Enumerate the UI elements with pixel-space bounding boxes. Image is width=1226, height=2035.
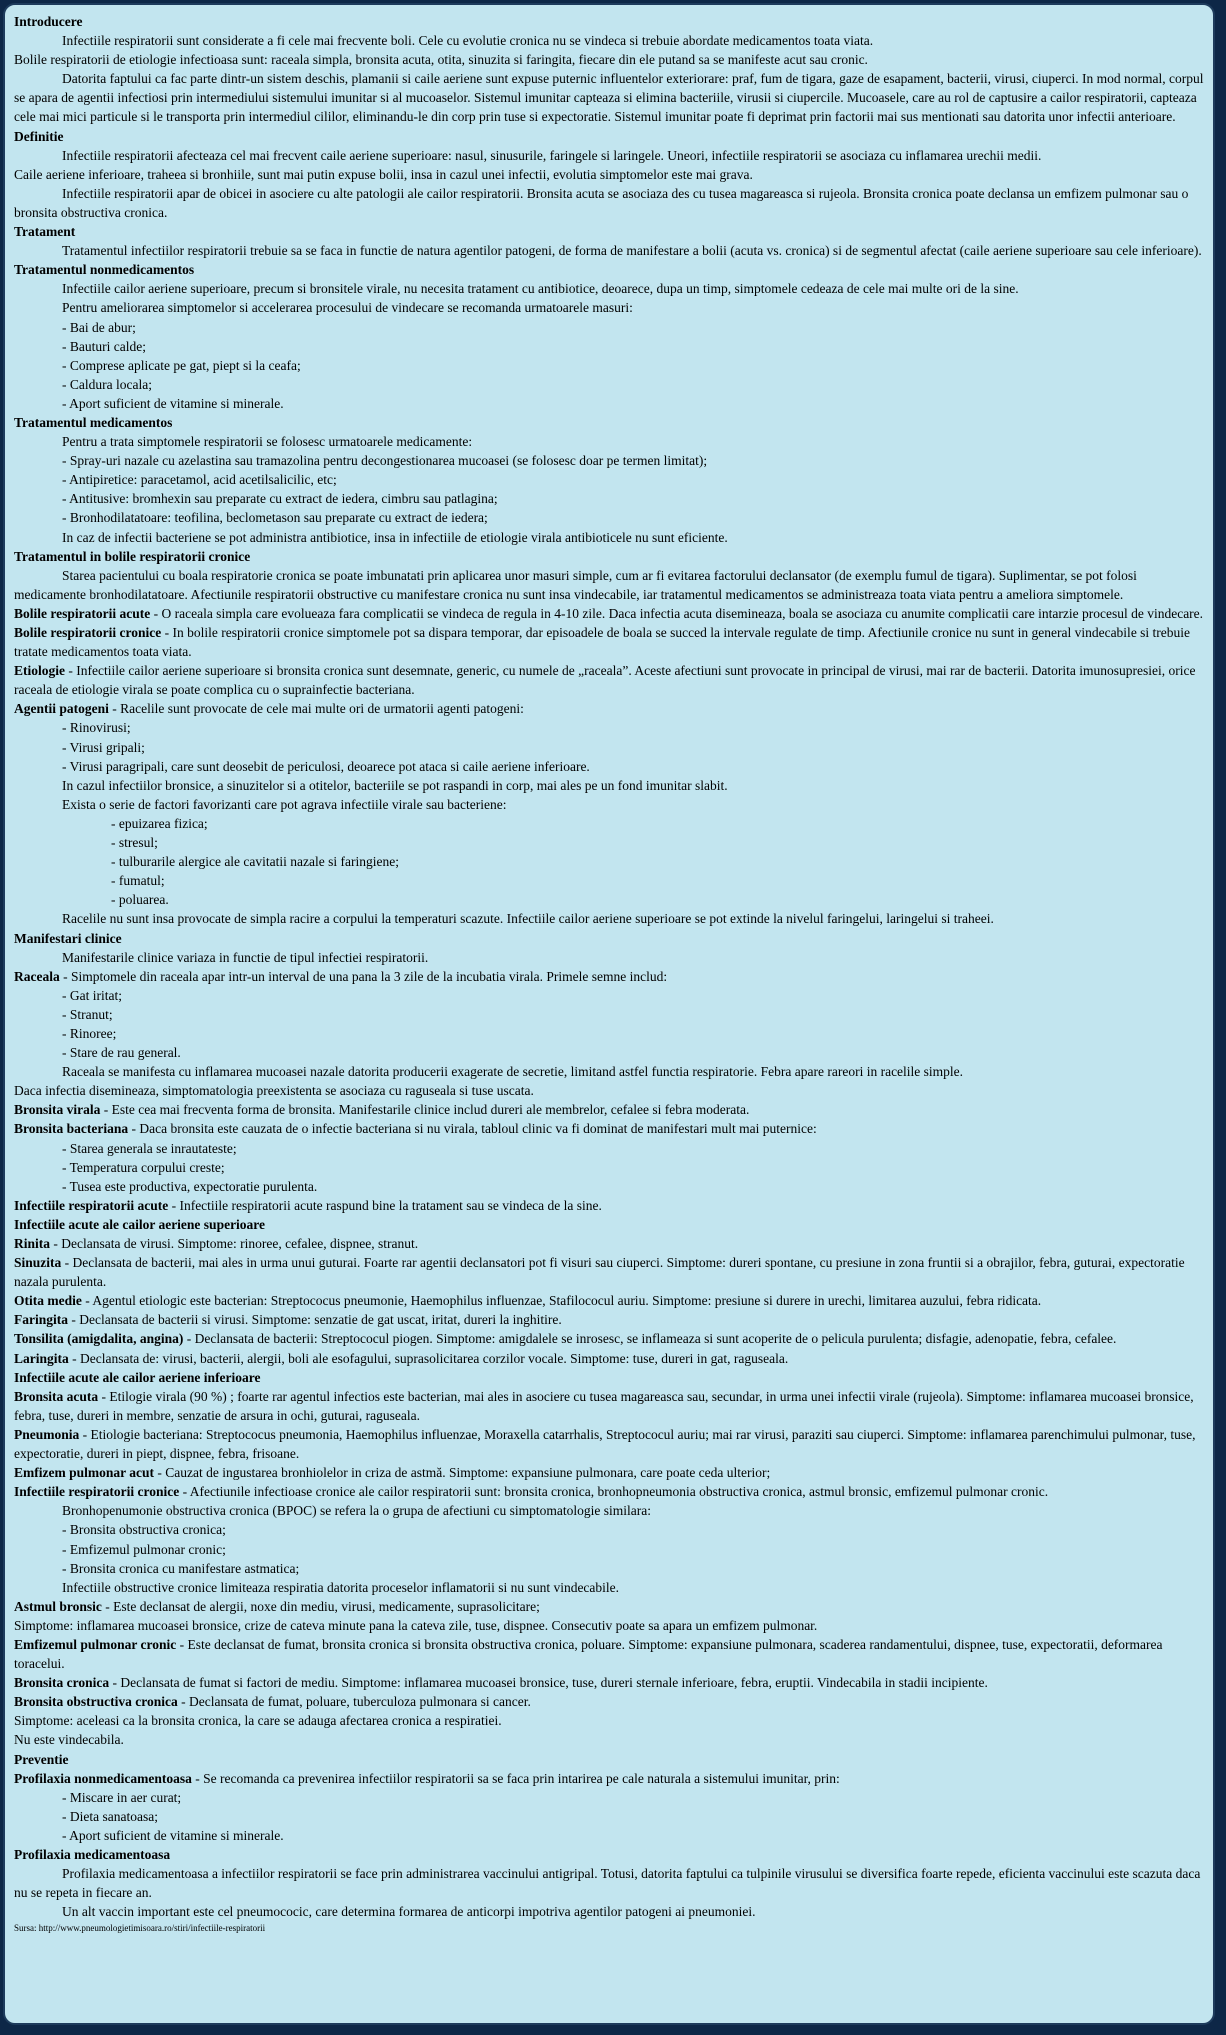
term: Definitie xyxy=(14,128,64,144)
text: Nu este vindecabila. xyxy=(14,1732,124,1748)
text: Tratamentul infectiilor respiratorii trebuie sa se faca in functie de natura agentilor patogeni, de forma de manifestare a bolii (acuta vs. cronica) si de segmentul afectat (caile aeriene superioare sau cele inferioare). xyxy=(62,243,1202,259)
list-item xyxy=(14,1807,1204,1826)
text: - Rinovirusi; xyxy=(62,720,131,736)
text: - Emfizemul pulmonar cronic; xyxy=(62,1541,226,1557)
text: Daca infectia disemineaza, simptomatologia preexistenta se asociaza cu raguseala si tuse uscata. xyxy=(14,1083,534,1099)
section-heading xyxy=(14,260,1204,279)
text: - Cauzat de ingustarea bronhiolelor in criza de astmă. Simptome: expansiune pulmonara, care poate ceda ulterior; xyxy=(154,1465,771,1481)
text: - Agentul etiologic este bacterian: Streptococus pneumonie, Haemophilus influenzae, Stafilococul auriu. Simptome: presiune si durere in urechi, limitarea auzului, febra ridicata. xyxy=(81,1293,1042,1309)
list-item xyxy=(14,795,1204,814)
term: Otita medie xyxy=(14,1293,82,1309)
text: - stresul; xyxy=(111,835,158,851)
paragraph xyxy=(14,1692,1204,1711)
list-item xyxy=(14,375,1204,394)
section-heading xyxy=(14,1215,1204,1234)
document-panel xyxy=(3,3,1215,2025)
paragraph xyxy=(14,184,1204,222)
term: Bolile respiratorii cronice xyxy=(14,625,162,640)
text: - Racelile sunt provocate de cele mai multe ori de urmatorii agenti patogeni: xyxy=(108,701,524,717)
section-heading xyxy=(14,222,1204,241)
paragraph xyxy=(14,623,1204,661)
paragraph xyxy=(14,699,1204,718)
paragraph xyxy=(14,604,1204,623)
section-heading xyxy=(14,929,1204,948)
paragraph xyxy=(14,1119,1204,1138)
text: - Dieta sanatoasa; xyxy=(62,1808,158,1824)
paragraph xyxy=(14,279,1204,298)
term: Bronsita cronica xyxy=(14,1675,110,1691)
term: Infectiile respiratorii cronice xyxy=(14,1484,180,1500)
text: Infectiile obstructive cronice limiteaza respiratia datorita proceselor inflamatorii si nu sunt vindecabile. xyxy=(62,1579,620,1595)
list-item xyxy=(14,356,1204,375)
list-item xyxy=(14,1788,1204,1807)
list-item xyxy=(14,1501,1204,1520)
list-item xyxy=(14,1540,1204,1559)
text: - Infectiile respiratorii acute raspund bine la tratament sau se vindeca de la sine. xyxy=(168,1197,602,1213)
text: - poluarea. xyxy=(111,892,169,908)
section-heading xyxy=(14,547,1204,566)
paragraph xyxy=(14,1253,1204,1291)
term: Sinuzita xyxy=(14,1255,62,1271)
paragraph xyxy=(14,50,1204,69)
paragraph xyxy=(14,967,1204,986)
text: - In bolile respiratorii cronice simptomele pot sa dispara temporar, dar episoadele de boala se succed la intervale regulate de timp. Afectiunile cronice nu sunt in general vindecabile si trebuie tratate medicamentos toata viata. xyxy=(14,625,1191,660)
text: - Bronsita cronica cu manifestare astmatica; xyxy=(62,1560,300,1576)
paragraph xyxy=(14,1673,1204,1692)
term: Profilaxia medicamentoasa xyxy=(14,1847,171,1862)
text: - Se recomanda ca prevenirea infectiilor respiratorii sa se faca prin intarirea pe cale naturala a sistemului imunitar, prin: xyxy=(191,1770,840,1786)
list-item xyxy=(14,1177,1204,1196)
text: - Bai de abur; xyxy=(62,319,136,335)
list-item xyxy=(14,1520,1204,1539)
paragraph xyxy=(14,241,1204,260)
text: - Daca bronsita este cauzata de o infectie bacteriana si nu virala, tabloul clinic va fi dominat de manifestari mult mai puternice: xyxy=(128,1121,817,1137)
text: - Este declansat de fumat, bronsita cronica si bronsita obstructiva cronica, poluare. Simptome: expansiune pulmonara, scaderea randamentului, dispnee, tuse, expectoratii, deformarea toracelui. xyxy=(14,1636,1163,1672)
paragraph xyxy=(14,69,1204,126)
list-item xyxy=(14,986,1204,1005)
text: - Declansata de fumat, poluare, tuberculoza pulmonara si cancer. xyxy=(177,1694,531,1710)
text: - Este cea mai frecventa forma de bronsita. Manifestarile clinice includ dureri ale membrelor, cefalee si febra moderata. xyxy=(100,1102,750,1118)
source-line: Sursa: http://www.pneumologietimisoara.ro/stiri/infectiile-respiratorii xyxy=(14,1923,266,1934)
paragraph xyxy=(14,432,1204,451)
text: - Virusi paragripali, care sunt deosebit de periculosi, deoarece pot ataca si caile aeriene inferioare. xyxy=(62,758,590,774)
term: Pneumonia xyxy=(14,1426,80,1442)
text: - Declansata de bacterii: Streptococul piogen. Simptome: amigdalele se inrosesc, se inflameaza si sunt acoperite de o pelicula purulenta; disfagie, adenopatie, febra, cefalee. xyxy=(183,1331,1117,1347)
text: Pentru ameliorarea simptomelor si accelerarea procesului de vindecare se recomanda urmatoarele masuri: xyxy=(62,300,633,316)
paragraph xyxy=(14,1635,1204,1673)
text: - epuizarea fizica; xyxy=(111,815,208,831)
paragraph xyxy=(14,661,1204,699)
term: Tratament xyxy=(14,224,76,240)
list-item xyxy=(14,738,1204,757)
list-item xyxy=(14,1024,1204,1043)
list-item xyxy=(14,318,1204,337)
paragraph xyxy=(14,31,1204,50)
paragraph xyxy=(14,1769,1204,1788)
list-item xyxy=(14,337,1204,356)
paragraph xyxy=(14,1329,1204,1348)
term: Emfizemul pulmonar cronic xyxy=(14,1636,177,1652)
section-heading xyxy=(14,1368,1204,1387)
text: Raceala se manifesta cu inflamarea mucoasei nazale datorita producerii exagerate de secretie, limitand astfel functia respiratorie. Febra apare rareori in racelile simple. xyxy=(62,1064,964,1080)
term: Bronsita acuta xyxy=(14,1388,99,1404)
paragraph xyxy=(14,1291,1204,1310)
term: Astmul bronsic xyxy=(14,1598,102,1614)
term: Agentii patogeni xyxy=(14,701,109,717)
term: Preventie xyxy=(14,1751,69,1767)
text: - Declansata de bacterii si virusi. Simptome: senzatie de gat uscat, iritat, dureri la inghitire. xyxy=(68,1312,562,1328)
paragraph xyxy=(14,1349,1204,1368)
paragraph xyxy=(14,1100,1204,1119)
text: Infectiile respiratorii apar de obicei in asociere cu alte patologii ale cailor respiratorii. Bronsita acuta se asociaza des cu tusea magareasca si rujeola. Bronsita cronica poate declansa un emfizem pulmonar sau o bronsita obstructiva cronica. xyxy=(14,185,1189,220)
text: Infectiile cailor aeriene superioare, precum si bronsitele virale, nu necesita tratament cu antibiotice, deoarece, dupa un timp, simptomele cedeaza de cele mai multe ori de la sine. xyxy=(62,281,1019,297)
paragraph xyxy=(14,1310,1204,1329)
text: - Miscare in aer curat; xyxy=(62,1789,182,1805)
list-item xyxy=(14,1139,1204,1158)
term: Emfizem pulmonar acut xyxy=(14,1465,154,1481)
list-item xyxy=(14,451,1204,470)
list-item xyxy=(14,1578,1204,1597)
list-item xyxy=(14,528,1204,547)
paragraph xyxy=(14,1234,1204,1253)
text: - Caldura locala; xyxy=(62,376,152,392)
text: - Starea generala se inrautateste; xyxy=(62,1140,237,1156)
paragraph xyxy=(14,1864,1204,1902)
term: Tratamentul medicamentos xyxy=(14,414,173,430)
text: - Bronhodilatatoare: teofilina, beclometason sau preparate cu extract de iedera; xyxy=(62,510,488,526)
text: - Spray-uri nazale cu azelastina sau tramazolina pentru decongestionarea mucoasei (se folosesc doar pe termen limitat); xyxy=(62,453,708,469)
text: Bolile respiratorii de etiologie infectioasa sunt: raceala simpla, bronsita acuta, otita, sinuzita si faringita, fiecare din ele putand sa se manifeste acut sau cronic. xyxy=(14,52,868,68)
term: Etiologie xyxy=(14,663,65,679)
list-item xyxy=(14,776,1204,795)
text: Datorita faptului ca fac parte dintr-un sistem deschis, plamanii si caile aeriene sunt expuse puternic influentelor exteriorare: praf, fum de tigara, gaze de esapament, bacterii, virusi, ciuperci. In mod normal, corpul se apara de agentii infectiosi prin intermediului sistemului imunitar si al mucoaselor. Sistemul imunitar capteaza si elimina bacteriile, virusii si ciupercile. Mucoasele, care au rol de captusire a cailor respiratorii, capteaza cele mai mici particule si le transporta prin intermediul cililor, eliminandu-le din corp prin tuse si expectoratie. Sistemul imunitar poate fi deprimat prin factorii mai sus mentionati sau datorita unor infectii anterioare. xyxy=(14,71,1204,125)
list-item xyxy=(14,814,1204,833)
term: Tratamentul in bolile respiratorii cronice xyxy=(14,548,251,564)
section-heading xyxy=(14,12,1204,31)
text: - Gat iritat; xyxy=(62,987,122,1003)
text: - Bronsita obstructiva cronica; xyxy=(62,1522,226,1538)
list-item xyxy=(14,489,1204,508)
term: Infectiile acute ale cailor aeriene inferioare xyxy=(14,1369,261,1385)
list-item xyxy=(14,1826,1204,1845)
term: Bronsita virala xyxy=(14,1102,101,1118)
text: - Comprese aplicate pe gat, piept si la ceafa; xyxy=(62,357,301,373)
paragraph xyxy=(14,298,1204,317)
text: In cazul infectiilor bronsice, a sinuzitelor si a otitelor, bacteriile se pot raspandi in corp, mai ales pe un fond imunitar slabit. xyxy=(62,777,728,793)
text: Profilaxia medicamentoasa a infectiilor respiratorii se face prin administrarea vaccinului antigripal. Totusi, datorita faptului ca tulpinile virusului se diversifica foarte repede, eficienta vaccinului este scazuta daca nu se repeta in fiecare an. xyxy=(14,1866,1201,1901)
list-item xyxy=(14,757,1204,776)
text: In caz de infectii bacteriene se pot administra antibiotice, insa in infectiile de etiologie virala antibioticele nu sunt eficiente. xyxy=(62,529,728,545)
text: - Afectiunile infectioase cronice ale cailor respiratorii sunt: bronsita cronica, bronhopneumonia obstructiva cronica, astmul bronsic, emfizemul pulmonar cronic. xyxy=(179,1484,1049,1500)
text: - Este declansat de alergii, noxe din mediu, virusi, medicamente, suprasolicitare; xyxy=(101,1598,540,1614)
list-item xyxy=(14,852,1204,871)
list-item xyxy=(14,833,1204,852)
term: Introducere xyxy=(14,14,83,29)
text: Pentru a trata simptomele respiratorii se folosesc urmatoarele medicamente: xyxy=(62,434,473,450)
term: Raceala xyxy=(14,968,60,984)
text: Racelile nu sunt insa provocate de simpla racire a corpului la temperaturi scazute. Infectiile cailor aeriene superioare se pot extinde la nivelul faringelui, laringelui si traheei. xyxy=(62,911,994,927)
text: - Stare de rau general. xyxy=(62,1045,181,1061)
list-item xyxy=(14,1005,1204,1024)
paragraph xyxy=(14,1482,1204,1501)
text: - Declansata de bacterii, mai ales in urma unui guturai. Foarte rar agentii declansatori pot fi visuri sau ciuperci. Simptome: dureri spontane, cu presiune in zona fruntii si a obrajilor, febra, guturai, expectoratie nazala purulenta. xyxy=(14,1255,1185,1290)
text: - Temperatura corpului creste; xyxy=(62,1159,225,1175)
term: Tonsilita (amigdalita, angina) xyxy=(14,1331,184,1347)
text: - O raceala simpla care evolueaza fara complicatii se vindeca de regula in 4-10 zile. Daca infectia acuta disemineaza, boala se asociaza cu anumite complicatii care intarzie procesul de vindecare. xyxy=(150,605,1204,621)
section-heading xyxy=(14,127,1204,146)
text: - Antipiretice: paracetamol, acid acetilsalicilic, etc; xyxy=(62,472,337,488)
term: Tratamentul nonmedicamentos xyxy=(14,262,195,278)
term: Bolile respiratorii acute xyxy=(14,605,151,621)
paragraph xyxy=(14,146,1204,165)
text: Infectiile respiratorii afecteaza cel mai frecvent caile aeriene superioare: nasul, sinusurile, faringele si laringele. Uneori, infectiile respiratorii se asociaza cu inflamarea urechii medii. xyxy=(62,147,1042,163)
list-item xyxy=(14,470,1204,489)
text: Un alt vaccin important este cel pneumococic, care determina formarea de anticorpi impotriva agentilor patogeni ai pneumoniei. xyxy=(62,1904,756,1920)
document-body xyxy=(14,12,1204,1921)
text: - Bauturi calde; xyxy=(62,338,146,354)
paragraph xyxy=(14,1616,1204,1635)
text: - Declansata de virusi. Simptome: rinoree, cefalee, dispnee, stranut. xyxy=(50,1236,419,1251)
text: - Aport suficient de vitamine si minerale. xyxy=(62,1827,284,1843)
text: - Virusi gripali; xyxy=(62,739,145,755)
paragraph xyxy=(14,1081,1204,1100)
term: Manifestari clinice xyxy=(14,930,122,946)
text: - Etiologie bacteriana: Streptococus pneumonia, Haemophilus influenzae, Moraxella catarrhalis, Streptococul auriu; mai rar virusi, paraziti sau ciuperci. Simptome: inflamarea parenchimului pulmonar, tuse, expectoratie, dureri in piept, dispnee, febra, frisoane. xyxy=(14,1426,1196,1462)
list-item xyxy=(14,1559,1204,1578)
text: Starea pacientului cu boala respiratorie cronica se poate imbunatati prin aplicarea unor masuri simple, cum ar fi evitarea factorului declansator (de exemplu fumul de tigara). Suplimentar, se pot folosi medicamente bronhodilatatoare. Afectiunile respiratorii obstructive cu manifestare cronica nu sunt insa vindecabile, iar tratamentul medicamentos se administreaza toata viata pentru a ameliora simptomele. xyxy=(14,567,1137,602)
paragraph xyxy=(14,1597,1204,1616)
term: Rinita xyxy=(14,1236,51,1251)
section-heading xyxy=(14,1845,1204,1864)
paragraph xyxy=(14,1196,1204,1215)
text: - Infectiile cailor aeriene superioare si bronsita cronica sunt desemnate, generic, cu numele de „raceala”. Aceste afectiuni sunt provocate in principal de virusi, mai rar de bacterii. Datorita imunosupresiei, orice raceala de etiologie virala se poate complica cu o suprainfectie bacteriana. xyxy=(14,663,1196,698)
paragraph xyxy=(14,1062,1204,1081)
list-item xyxy=(14,394,1204,413)
list-item xyxy=(14,1043,1204,1062)
paragraph xyxy=(14,1425,1204,1463)
section-heading xyxy=(14,413,1204,432)
paragraph xyxy=(14,1387,1204,1425)
list-item xyxy=(14,508,1204,527)
term: Bronsita bacteriana xyxy=(14,1121,129,1137)
text: - Stranut; xyxy=(62,1006,113,1022)
paragraph xyxy=(14,1711,1204,1730)
paragraph xyxy=(14,1902,1204,1921)
list-item xyxy=(14,890,1204,909)
text: - tulburarile alergice ale cavitatii nazale si faringiene; xyxy=(111,854,399,870)
text: - Antitusive: bromhexin sau preparate cu extract de iedera, cimbru sau patlagina; xyxy=(62,491,498,507)
text: Bronhopenumonie obstructiva cronica (BPOC) se refera la o grupa de afectiuni cu simptomatologie similara: xyxy=(62,1503,651,1519)
list-item xyxy=(14,718,1204,737)
section-heading xyxy=(14,1750,1204,1769)
term: Laringita xyxy=(14,1350,69,1366)
paragraph xyxy=(14,165,1204,184)
paragraph xyxy=(14,566,1204,604)
text: Simptome: inflamarea mucoasei bronsice, crize de cateva minute pana la cateva zile, tuse, dispnee. Consecutiv poate sa apara un emfizem pulmonar. xyxy=(14,1617,818,1633)
text: - Rinoree; xyxy=(62,1025,117,1041)
list-item xyxy=(14,909,1204,928)
list-item xyxy=(14,1158,1204,1177)
text: - Tusea este productiva, expectoratie purulenta. xyxy=(62,1178,318,1194)
text: - Declansata de fumat si factori de mediu. Simptome: inflamarea mucoasei bronsice, tuse, dureri sternale inferioare, febra, eruptii. Vindecabila in stadii incipiente. xyxy=(109,1675,988,1691)
paragraph xyxy=(14,948,1204,967)
text: - Simptomele din raceala apar intr-un interval de una pana la 3 zile de la incubatia virala. Primele semne includ: xyxy=(59,968,668,984)
text: - Aport suficient de vitamine si minerale. xyxy=(62,395,284,411)
paragraph xyxy=(14,1463,1204,1482)
paragraph xyxy=(14,1730,1204,1749)
term: Infectiile acute ale cailor aeriene superioare xyxy=(14,1216,266,1232)
term: Profilaxia nonmedicamentoasa xyxy=(14,1770,192,1786)
term: Faringita xyxy=(14,1312,68,1328)
text: Simptome: aceleasi ca la bronsita cronica, la care se adauga afectarea cronica a respiratiei. xyxy=(14,1713,502,1729)
text: Exista o serie de factori favorizanti care pot agrava infectiile virale sau bacteriene: xyxy=(62,796,507,812)
term: Infectiile respiratorii acute xyxy=(14,1197,169,1213)
text: Manifestarile clinice variaza in functie de tipul infectiei respiratorii. xyxy=(62,949,429,965)
text: - Etilogie virala (90 %) ; foarte rar agentul infectios este bacterian, mai ales in asociere cu tusea magareasca sau, secundar, in urma unei infectii virale (rujeola). Simptome: inflamarea mucoasei bronsice, febra, tuse, dureri in membre, senzatie de arsura in ochi, guturai, raguseala. xyxy=(14,1388,1194,1423)
text: Infectiile respiratorii sunt considerate a fi cele mai frecvente boli. Cele cu evolutie cronica nu se vindeca si trebuie abordate medicamentos toata viata. xyxy=(62,33,874,49)
text: - Declansata de: virusi, bacterii, alergii, boli ale esofagului, suprasolicitarea corzilor vocale. Simptome: tuse, dureri in gat, raguseala. xyxy=(68,1350,789,1366)
list-item xyxy=(14,871,1204,890)
text: Caile aeriene inferioare, traheea si bronhiile, sunt mai putin expuse bolii, insa in cazul unei infectii, evolutia simptomelor este mai grava. xyxy=(14,166,753,182)
term: Bronsita obstructiva cronica xyxy=(14,1694,178,1710)
text: - fumatul; xyxy=(111,873,165,889)
